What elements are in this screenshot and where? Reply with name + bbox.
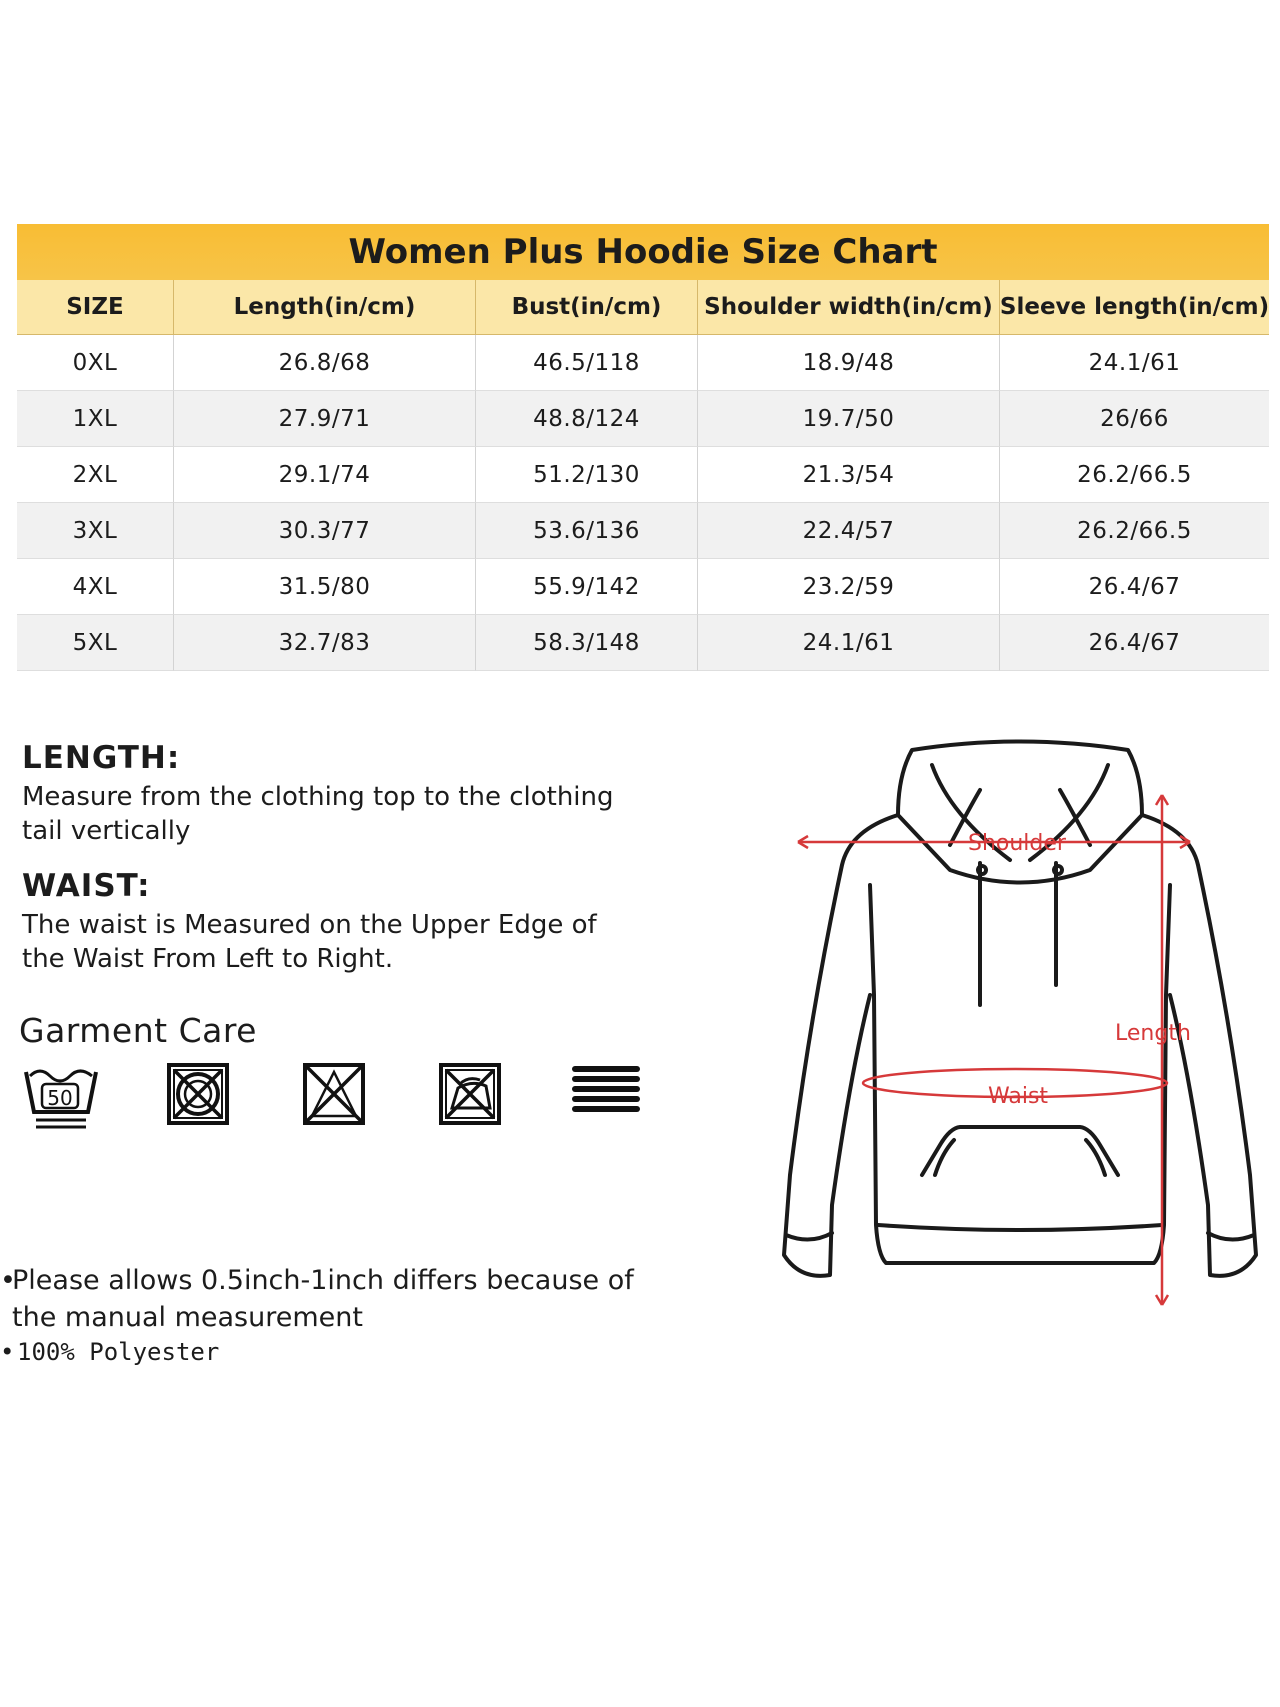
shoulder-cell: 18.9/48 [697,335,999,391]
sleeve-cell: 26/66 [999,391,1269,447]
length-cell: 27.9/71 [173,391,475,447]
length-cell: 30.3/77 [173,503,475,559]
size-chart-table [17,224,1269,671]
size-cell: 2XL [17,447,173,503]
size-cell: 5XL [17,615,173,671]
sleeve-cell: 26.2/66.5 [999,447,1269,503]
material-note [0,1338,219,1366]
bullet: • [0,1265,16,1296]
do-not-dry-clean-icon [302,1062,366,1126]
sleeve-cell: 24.1/61 [999,335,1269,391]
garment-care-title: Garment Care [19,1011,257,1050]
header-bust: Bust(in/cm) [475,280,697,335]
waist-description: The waist is Measured on the Upper Edge of the Waist From Left to Right. [22,910,597,974]
wash-temperature-label: 50 [47,1086,73,1110]
shoulder-label: Shoulder [968,831,1066,856]
header-size: SIZE [17,280,173,335]
size-cell: 0XL [17,335,173,391]
bust-cell: 51.2/130 [475,447,697,503]
header-length: Length(in/cm) [173,280,475,335]
size-chart-grid [17,280,1269,671]
length-label: Length [1115,1021,1191,1046]
shoulder-cell: 23.2/59 [697,559,999,615]
do-not-tumble-dry-icon [166,1062,230,1126]
dry-flat-icon [570,1062,642,1118]
length-heading: LENGTH: [22,740,181,776]
measurement-note [0,1262,660,1336]
bust-cell: 53.6/136 [475,503,697,559]
shoulder-cell: 22.4/57 [697,503,999,559]
bust-cell: 48.8/124 [475,391,697,447]
size-chart-title: Women Plus Hoodie Size Chart [17,224,1269,280]
hoodie-measurement-diagram [770,735,1270,1315]
shoulder-cell: 21.3/54 [697,447,999,503]
size-cell: 3XL [17,503,173,559]
bust-cell: 55.9/142 [475,559,697,615]
bullet: • [0,1338,15,1366]
bust-cell: 58.3/148 [475,615,697,671]
hoodie-outline [784,742,1256,1276]
header-shoulder-width: Shoulder width(in/cm) [697,280,999,335]
shoulder-cell: 24.1/61 [697,615,999,671]
shoulder-cell: 19.7/50 [697,391,999,447]
size-cell: 4XL [17,559,173,615]
do-not-iron-icon [438,1062,502,1126]
sleeve-cell: 26.2/66.5 [999,503,1269,559]
bust-cell: 46.5/118 [475,335,697,391]
length-description: Measure from the clothing top to the clothing tail vertically [22,782,614,846]
length-cell: 31.5/80 [173,559,475,615]
sleeve-cell: 26.4/67 [999,615,1269,671]
waist-heading: WAIST: [22,868,151,904]
wash-50-icon [22,1062,100,1132]
material-text: 100% Polyester [17,1338,220,1366]
length-cell: 32.7/83 [173,615,475,671]
sleeve-cell: 26.4/67 [999,559,1269,615]
header-sleeve-length: Sleeve length(in/cm) [999,280,1269,335]
length-cell: 26.8/68 [173,335,475,391]
size-cell: 1XL [17,391,173,447]
waist-label: Waist [988,1084,1049,1109]
length-cell: 29.1/74 [173,447,475,503]
measurement-note-text: Please allows 0.5inch-1inch differs because of the manual measurement [12,1265,634,1333]
